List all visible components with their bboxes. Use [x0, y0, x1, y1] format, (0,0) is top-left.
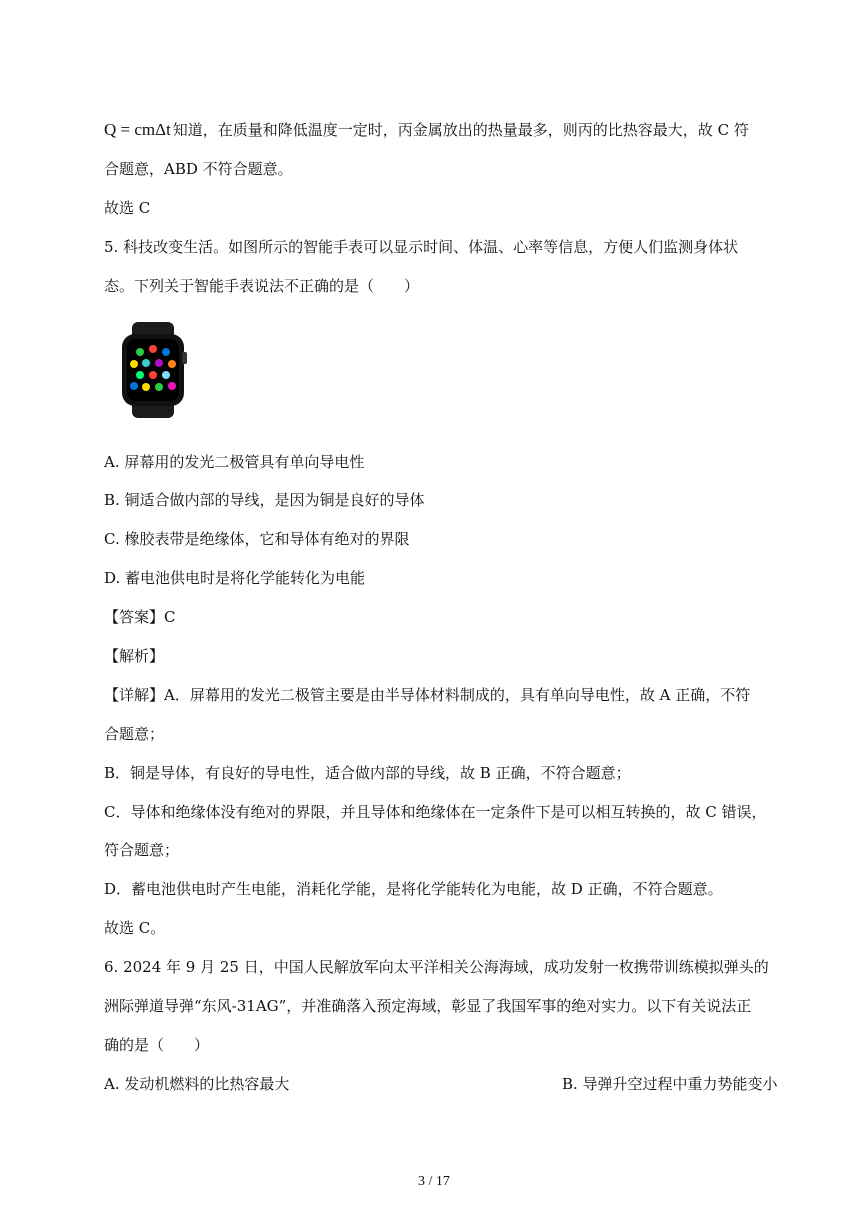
- question-6-stem: 确的是（ ）: [104, 1036, 210, 1054]
- question-6-options: [104, 1074, 778, 1094]
- analysis-label: 【解析】: [104, 647, 165, 665]
- detail-line: 合题意；: [104, 725, 165, 743]
- option-a: A. 屏幕用的发光二极管具有单向导电性: [104, 453, 365, 471]
- detail-line: B．铜是导体，有良好的导电性，适合做内部的导线，故 B 正确，不符合题意；: [104, 764, 631, 782]
- detail-line: 故选 C。: [104, 919, 166, 937]
- line-text: 知道，在质量和降低温度一定时，丙金属放出的热量最多，则丙的比热容最大，故 C 符: [172, 121, 749, 139]
- detail-line: D．蓄电池供电时产生电能，消耗化学能，是将化学能转化为电能，故 D 正确，不符合题意。: [104, 880, 723, 898]
- text-line: [104, 120, 749, 140]
- text-line: 故选 C: [104, 199, 151, 217]
- option-c: C. 橡胶表带是绝缘体，它和导体有绝对的界限: [104, 530, 410, 548]
- detail-line: C．导体和绝缘体没有绝对的界限，并且导体和绝缘体在一定条件下是可以相互转换的，故 C 错误，: [104, 803, 767, 821]
- option-a: A. 发动机燃料的比热容最大: [104, 1075, 290, 1093]
- option-b: B. 铜适合做内部的导线，是因为铜是良好的导体: [104, 491, 425, 509]
- formula: Q = cmΔt: [104, 120, 171, 139]
- option-b: B. 导弹升空过程中重力势能变小: [562, 1075, 778, 1093]
- question-6-stem: 6. 2024 年 9 月 25 日，中国人民解放军向太平洋相关公海海域，成功发射一枚携带训练模拟弹头的: [104, 958, 769, 976]
- question-5-stem: 5. 科技改变生活。如图所示的智能手表可以显示时间、体温、心率等信息，方便人们监测身体状: [104, 238, 739, 256]
- page-number: 3 / 17: [418, 1174, 450, 1189]
- answer-label: 【答案】C: [104, 608, 176, 626]
- text-line: 合题意，ABD 不符合题意。: [104, 160, 293, 178]
- detail-line: 符合题意；: [104, 841, 180, 859]
- smartwatch-image: [118, 322, 188, 418]
- question-6-stem: 洲际弹道导弹“东风-31AG”，并准确落入预定海域，彰显了我国军事的绝对实力。以下有关说法正: [104, 997, 752, 1015]
- option-d: D. 蓄电池供电时是将化学能转化为电能: [104, 569, 366, 587]
- detail-line: 【详解】A．屏幕用的发光二极管主要是由半导体材料制成的，具有单向导电性，故 A 正确，不符: [104, 686, 751, 704]
- question-5-stem: 态。下列关于智能手表说法不正确的是（ ）: [104, 277, 420, 295]
